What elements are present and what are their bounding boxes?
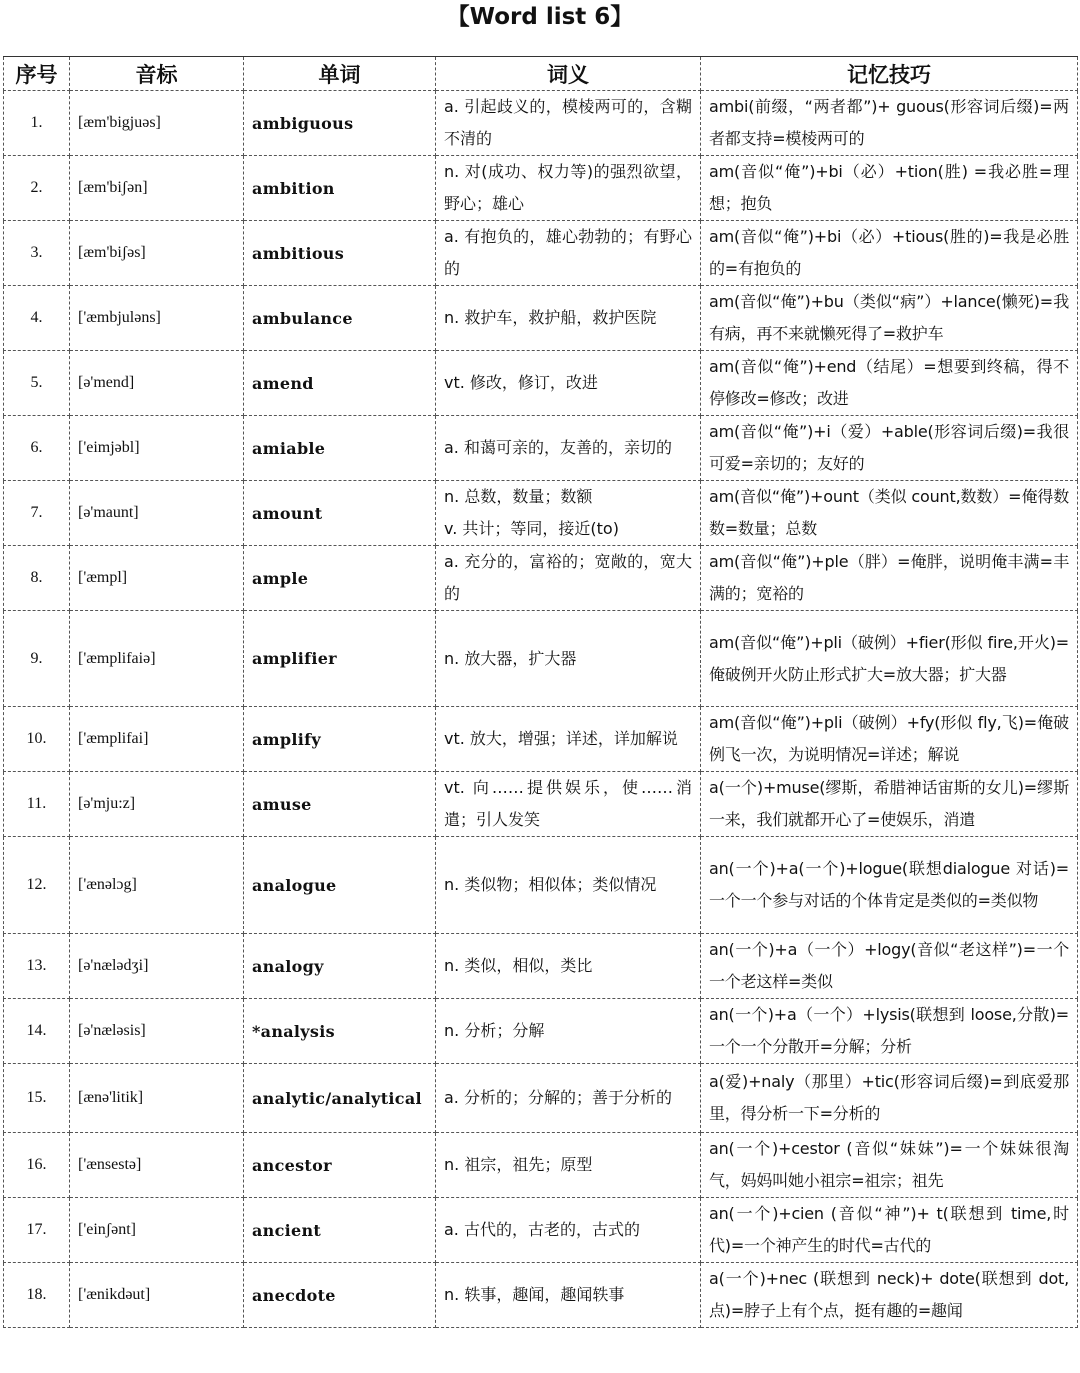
meaning-cell (436, 286, 701, 351)
meaning-cell-text: n. 救护车，救护船，救护医院 (444, 308, 657, 327)
meaning-cell-text: vt. 向……提供娱乐，使……消遣；引人发笑 (444, 778, 692, 829)
row-number-text: 5. (30, 374, 43, 391)
row-number-text: 2. (30, 179, 43, 196)
word-cell-text: ancestor (252, 1155, 332, 1175)
phonetic-cell-text: [ænə'litik] (78, 1089, 144, 1106)
meaning-cell-text: vt. 放大，增强；详述，详加解说 (444, 729, 678, 748)
memory-tip-cell-text: an(一个)+a（一个）+logy(音似“老这样”)=一个一个老这样=类似 (709, 940, 1069, 991)
phonetic-cell-text: [æm'biʃəs] (78, 244, 146, 261)
word-cell (244, 611, 436, 707)
phonetic-cell (70, 546, 244, 611)
meaning-cell (436, 351, 701, 416)
row-number-text: 8. (30, 569, 43, 586)
row-number (4, 351, 70, 416)
row-number (4, 1263, 70, 1328)
row-number-text: 6. (30, 439, 43, 456)
row-number-text: 1. (30, 114, 43, 131)
phonetic-cell (70, 1133, 244, 1198)
row-number (4, 221, 70, 286)
meaning-cell-text: n. 轶事，趣闻，趣闻轶事 (444, 1285, 625, 1304)
memory-tip-cell (701, 707, 1078, 772)
phonetic-cell-text: [ə'mju:z] (78, 795, 136, 812)
table-row (4, 416, 1078, 481)
row-number (4, 416, 70, 481)
word-cell (244, 91, 436, 156)
memory-tip-cell (701, 91, 1078, 156)
table-row (4, 91, 1078, 156)
phonetic-cell (70, 1263, 244, 1328)
memory-tip-cell-text: ambi(前缀，“两者都”)+ guous(形容词后缀)=两者都支持=模棱两可的 (709, 97, 1069, 148)
meaning-cell-text: n. 总数，数量；数额 v. 共计；等同，接近(to) (444, 487, 619, 538)
memory-tip-cell-text: a(一个)+nec (联想到 neck)+ dote(联想到 dot,点)=脖子上有个点，挺有趣的=趣闻 (709, 1269, 1069, 1320)
meaning-cell (436, 156, 701, 221)
meaning-cell (436, 221, 701, 286)
row-number-text: 14. (26, 1022, 47, 1039)
table-row (4, 772, 1078, 837)
word-cell-text: amiable (252, 438, 326, 458)
meaning-cell-text: n. 类似，相似，类比 (444, 956, 593, 975)
phonetic-cell (70, 286, 244, 351)
row-number-text: 18. (26, 1286, 47, 1303)
memory-tip-cell-text: an(一个)+cestor (音似“妹妹”)=一个妹妹很淘气，妈妈叫她小祖宗=祖宗；祖先 (709, 1139, 1069, 1190)
memory-tip-cell (701, 481, 1078, 546)
page-title: 【Word list 6】 (446, 4, 634, 30)
phonetic-cell (70, 837, 244, 934)
word-cell-text: ancient (252, 1220, 322, 1240)
word-cell-text: ambulance (252, 308, 353, 328)
table-row (4, 286, 1078, 351)
meaning-cell-text: n. 类似物；相似体；类似情况 (444, 875, 657, 894)
word-cell (244, 1064, 436, 1133)
row-number-text: 17. (26, 1221, 47, 1238)
meaning-cell (436, 707, 701, 772)
table-row (4, 481, 1078, 546)
phonetic-cell-text: ['ænikdəut] (78, 1286, 151, 1303)
phonetic-cell (70, 351, 244, 416)
table-header-row (4, 57, 1078, 91)
row-number (4, 772, 70, 837)
row-number-text: 12. (26, 876, 47, 893)
table-row (4, 351, 1078, 416)
word-cell (244, 286, 436, 351)
phonetic-cell (70, 1064, 244, 1133)
phonetic-cell-text: ['æmbjuləns] (78, 309, 161, 326)
word-cell-text: amend (252, 373, 314, 393)
phonetic-cell-text: ['æmplifai] (78, 730, 149, 747)
word-cell (244, 481, 436, 546)
row-number-text: 3. (30, 244, 43, 261)
phonetic-cell (70, 416, 244, 481)
meaning-cell (436, 1198, 701, 1263)
memory-tip-cell-text: am(音似“俺”)+bi（必）+tious(胜的)=我是必胜的=有抱负的 (709, 227, 1069, 278)
meaning-cell (436, 1133, 701, 1198)
meaning-cell (436, 91, 701, 156)
word-cell-text: amplifier (252, 649, 337, 668)
meaning-cell (436, 611, 701, 707)
row-number (4, 837, 70, 934)
header-no: 序号 (4, 57, 70, 91)
row-number (4, 1198, 70, 1263)
word-cell-text: amount (252, 503, 323, 523)
word-cell (244, 1133, 436, 1198)
table-row (4, 1064, 1078, 1133)
memory-tip-cell (701, 772, 1078, 837)
row-number (4, 546, 70, 611)
word-cell (244, 416, 436, 481)
memory-tip-cell (701, 416, 1078, 481)
row-number (4, 481, 70, 546)
memory-tip-cell-text: am(音似“俺”)+bu（类似“病”）+lance(懒死)=我有病，再不来就懒死得了=救护车 (709, 292, 1069, 343)
header-phonetic: 音标 (70, 57, 244, 91)
row-number (4, 611, 70, 707)
table-row (4, 1198, 1078, 1263)
row-number (4, 1064, 70, 1133)
meaning-cell (436, 481, 701, 546)
phonetic-cell-text: [æm'biʃən] (78, 179, 148, 196)
word-cell (244, 1263, 436, 1328)
phonetic-cell (70, 156, 244, 221)
word-cell (244, 772, 436, 837)
row-number-text: 7. (30, 504, 43, 521)
word-cell (244, 546, 436, 611)
memory-tip-cell (701, 221, 1078, 286)
meaning-cell (436, 772, 701, 837)
table-row (4, 546, 1078, 611)
row-number (4, 156, 70, 221)
memory-tip-cell (701, 351, 1078, 416)
row-number-text: 15. (26, 1089, 47, 1106)
meaning-cell (436, 1263, 701, 1328)
phonetic-cell (70, 1198, 244, 1263)
memory-tip-cell (701, 546, 1078, 611)
table-row (4, 156, 1078, 221)
phonetic-cell-text: [ə'næləsis] (78, 1022, 146, 1039)
phonetic-cell (70, 611, 244, 707)
table-row (4, 707, 1078, 772)
meaning-cell (436, 1064, 701, 1133)
memory-tip-cell-text: an(一个)+a（一个）+lysis(联想到 loose,分散)=一个一个分散开=分解；分析 (709, 1005, 1069, 1056)
word-cell (244, 351, 436, 416)
phonetic-cell-text: [ə'nælədʒi] (78, 957, 149, 974)
phonetic-cell (70, 999, 244, 1064)
phonetic-cell-text: ['eimjəbl] (78, 439, 140, 456)
memory-tip-cell-text: am(音似“俺”)+bi（必）+tion(胜) =我必胜=理想；抱负 (709, 162, 1069, 213)
meaning-cell (436, 837, 701, 934)
meaning-cell-text: a. 引起歧义的，模棱两可的，含糊不清的 (444, 97, 692, 148)
memory-tip-cell (701, 1263, 1078, 1328)
memory-tip-cell (701, 837, 1078, 934)
word-cell (244, 707, 436, 772)
row-number (4, 707, 70, 772)
table-row (4, 999, 1078, 1064)
row-number-text: 11. (26, 795, 47, 812)
word-cell-text: ambiguous (252, 113, 354, 133)
memory-tip-cell-text: am(音似“俺”)+ount（类似 count,数数）=俺得数数=数量；总数 (709, 487, 1069, 538)
memory-tip-cell-text: an(一个)+a(一个)+logue(联想dialogue 对话)=一个一个参与对话的个体肯定是类似的=类似物 (709, 859, 1069, 910)
meaning-cell-text: vt. 修改，修订，改进 (444, 373, 598, 392)
phonetic-cell (70, 934, 244, 999)
word-cell (244, 934, 436, 999)
phonetic-cell (70, 221, 244, 286)
phonetic-cell-text: [ə'maunt] (78, 504, 139, 521)
phonetic-cell (70, 91, 244, 156)
memory-tip-cell-text: am(音似“俺”)+end（结尾）=想要到终稿，得不停修改=修改；改进 (709, 357, 1069, 408)
row-number (4, 91, 70, 156)
word-cell-text: ample (252, 568, 309, 588)
meaning-cell (436, 416, 701, 481)
header-meaning: 词义 (436, 57, 701, 91)
row-number (4, 286, 70, 351)
memory-tip-cell (701, 999, 1078, 1064)
word-cell (244, 1198, 436, 1263)
table-row (4, 611, 1078, 707)
phonetic-cell-text: ['einʃənt] (78, 1221, 136, 1238)
phonetic-cell-text: [æm'bigjuəs] (78, 114, 161, 131)
word-cell-text: amplify (252, 729, 321, 749)
memory-tip-cell (701, 611, 1078, 707)
row-number-text: 4. (30, 309, 43, 326)
phonetic-cell-text: ['æmplifaiə] (78, 649, 156, 667)
header-word: 单词 (244, 57, 436, 91)
memory-tip-cell (701, 1198, 1078, 1263)
phonetic-cell (70, 481, 244, 546)
phonetic-cell-text: [ə'mend] (78, 374, 135, 391)
memory-tip-cell (701, 934, 1078, 999)
header-tip: 记忆技巧 (701, 57, 1078, 91)
word-cell-text: ambition (252, 178, 335, 198)
meaning-cell (436, 999, 701, 1064)
memory-tip-cell-text: am(音似“俺”)+i（爱）+able(形容词后缀)=我很可爱=亲切的；友好的 (709, 422, 1069, 473)
row-number-text: 10. (26, 730, 47, 747)
table-row (4, 1133, 1078, 1198)
word-cell (244, 999, 436, 1064)
phonetic-cell (70, 772, 244, 837)
memory-tip-cell (701, 1064, 1078, 1133)
meaning-cell-text: n. 对(成功、权力等)的强烈欲望，野心；雄心 (444, 162, 692, 213)
phonetic-cell-text: ['ænsestə] (78, 1156, 142, 1173)
table-row (4, 934, 1078, 999)
word-cell-text: ambitious (252, 243, 345, 263)
meaning-cell (436, 546, 701, 611)
meaning-cell-text: a. 古代的，古老的，古式的 (444, 1220, 640, 1239)
meaning-cell-text: n. 分析；分解 (444, 1021, 545, 1040)
table-row (4, 221, 1078, 286)
meaning-cell-text: a. 和蔼可亲的，友善的，亲切的 (444, 438, 672, 457)
phonetic-cell-text: ['ænəlɔg] (78, 876, 137, 893)
row-number-text: 16. (26, 1156, 47, 1173)
meaning-cell-text: a. 充分的，富裕的；宽敞的，宽大的 (444, 552, 692, 603)
word-cell (244, 156, 436, 221)
table-row (4, 837, 1078, 934)
memory-tip-cell-text: a(一个)+muse(缪斯，希腊神话宙斯的女儿)=缪斯一来，我们就都开心了=使娱乐，消遣 (709, 778, 1069, 829)
word-cell (244, 221, 436, 286)
meaning-cell-text: a. 分析的；分解的；善于分析的 (444, 1088, 672, 1107)
word-cell-text: amuse (252, 794, 312, 814)
row-number (4, 934, 70, 999)
meaning-cell-text: n. 放大器，扩大器 (444, 648, 577, 668)
memory-tip-cell-text: am(音似“俺”)+ple（胖）=俺胖，说明俺丰满=丰满的；宽裕的 (709, 552, 1069, 603)
word-cell-text: analytic/analytical (252, 1088, 422, 1108)
phonetic-cell (70, 707, 244, 772)
memory-tip-cell (701, 1133, 1078, 1198)
word-cell-text: analogy (252, 956, 324, 976)
word-cell (244, 837, 436, 934)
word-cell-text: analogue (252, 875, 337, 895)
word-cell-text: anecdote (252, 1285, 336, 1305)
memory-tip-cell-text: a(爱)+naly（那里）+tic(形容词后缀)=到底爱那里，得分析一下=分析的 (709, 1072, 1069, 1123)
memory-tip-cell-text: am(音似“俺”)+pli（破例）+fy(形似 fly,飞)=俺破例飞一次，为说明情况=详述；解说 (709, 713, 1069, 764)
memory-tip-cell (701, 286, 1078, 351)
memory-tip-cell-text: an(一个)+cien (音似“神”)+ t(联想到 time,时代)=一个神产生的时代=古代的 (709, 1204, 1069, 1255)
memory-tip-cell-text: am(音似“俺”)+pli（破例）+fier(形似 fire,开火)=俺破例开火防止形式扩大=放大器；扩大器 (709, 632, 1069, 684)
row-number-text: 9. (30, 649, 43, 667)
word-list-table (3, 56, 1078, 1328)
row-number-text: 13. (26, 957, 47, 974)
table-row (4, 1263, 1078, 1328)
row-number (4, 999, 70, 1064)
meaning-cell (436, 934, 701, 999)
memory-tip-cell (701, 156, 1078, 221)
word-cell-text: *analysis (252, 1021, 335, 1041)
meaning-cell-text: n. 祖宗，祖先；原型 (444, 1155, 593, 1174)
row-number (4, 1133, 70, 1198)
meaning-cell-text: a. 有抱负的，雄心勃勃的；有野心的 (444, 227, 692, 278)
phonetic-cell-text: ['æmpl] (78, 569, 128, 586)
